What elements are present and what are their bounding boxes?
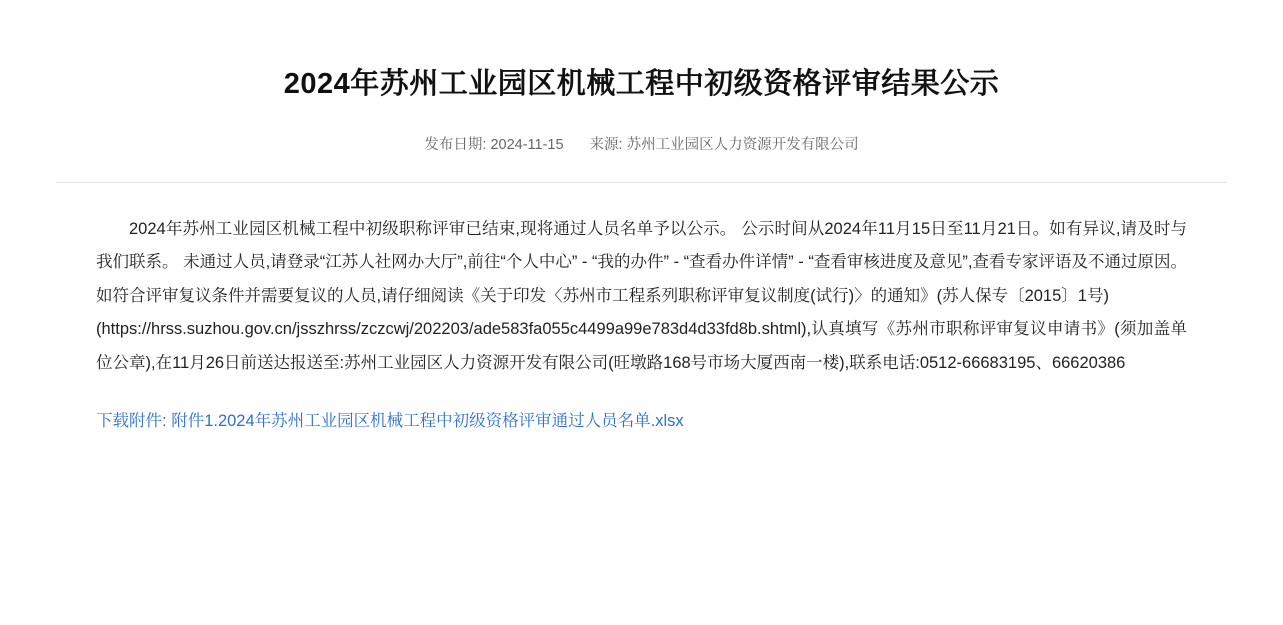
publish-date-value: 2024-11-15 xyxy=(490,136,564,153)
paragraph: 2024年苏州工业园区机械工程中初级职称评审已结束,现将通过人员名单予以公示。 公示时间从2024年11月15日至11月21日。如有异议,请及时与我们联系。 未通过人员,请登录“江苏人社网办大厅”,前往“个人中心” - “我的办件” - “查看办件详情” - “查看审核进度及意见”,查看专家评语及不通过原因。如符合评审复议条件并需要复议的人员,请仔细阅读《关于印发〈苏州市工程系列职称评审复议制度(试行)〉的通知》(苏人保专〔2015〕1号) xyxy=(96,219,1187,305)
article-body xyxy=(56,213,1227,438)
attachment-download-link[interactable]: 附件1.2024年苏州工业园区机械工程中初级资格评审通过人员名单.xlsx xyxy=(171,412,684,431)
attachment-label: 下载附件: xyxy=(96,412,167,431)
article-meta xyxy=(56,133,1227,154)
paragraph: (https://hrss.suzhou.gov.cn/jsszhrss/zczcwj/202203/ade583fa055c4499a99e783d4d33fd8b.shtml),认真填写《苏州市职称评审复议申请书》(须加盖单位公章),在11月26日前送达报送至:苏州工业园区人力资源开发有限公司(旺墩路168号市场大厦西南一楼),联系电话:0512-66683195、66620386 xyxy=(96,320,1187,372)
header-divider xyxy=(56,182,1227,183)
source-value: 苏州工业园区人力资源开发有限公司 xyxy=(626,136,859,153)
source xyxy=(590,133,859,154)
publish-date-label: 发布日期: xyxy=(424,136,487,153)
source-label: 来源: xyxy=(589,136,623,153)
page-title: 2024年苏州工业园区机械工程中初级资格评审结果公示 xyxy=(283,68,1000,100)
publish-date xyxy=(424,133,563,154)
attachment-row xyxy=(96,406,1187,437)
